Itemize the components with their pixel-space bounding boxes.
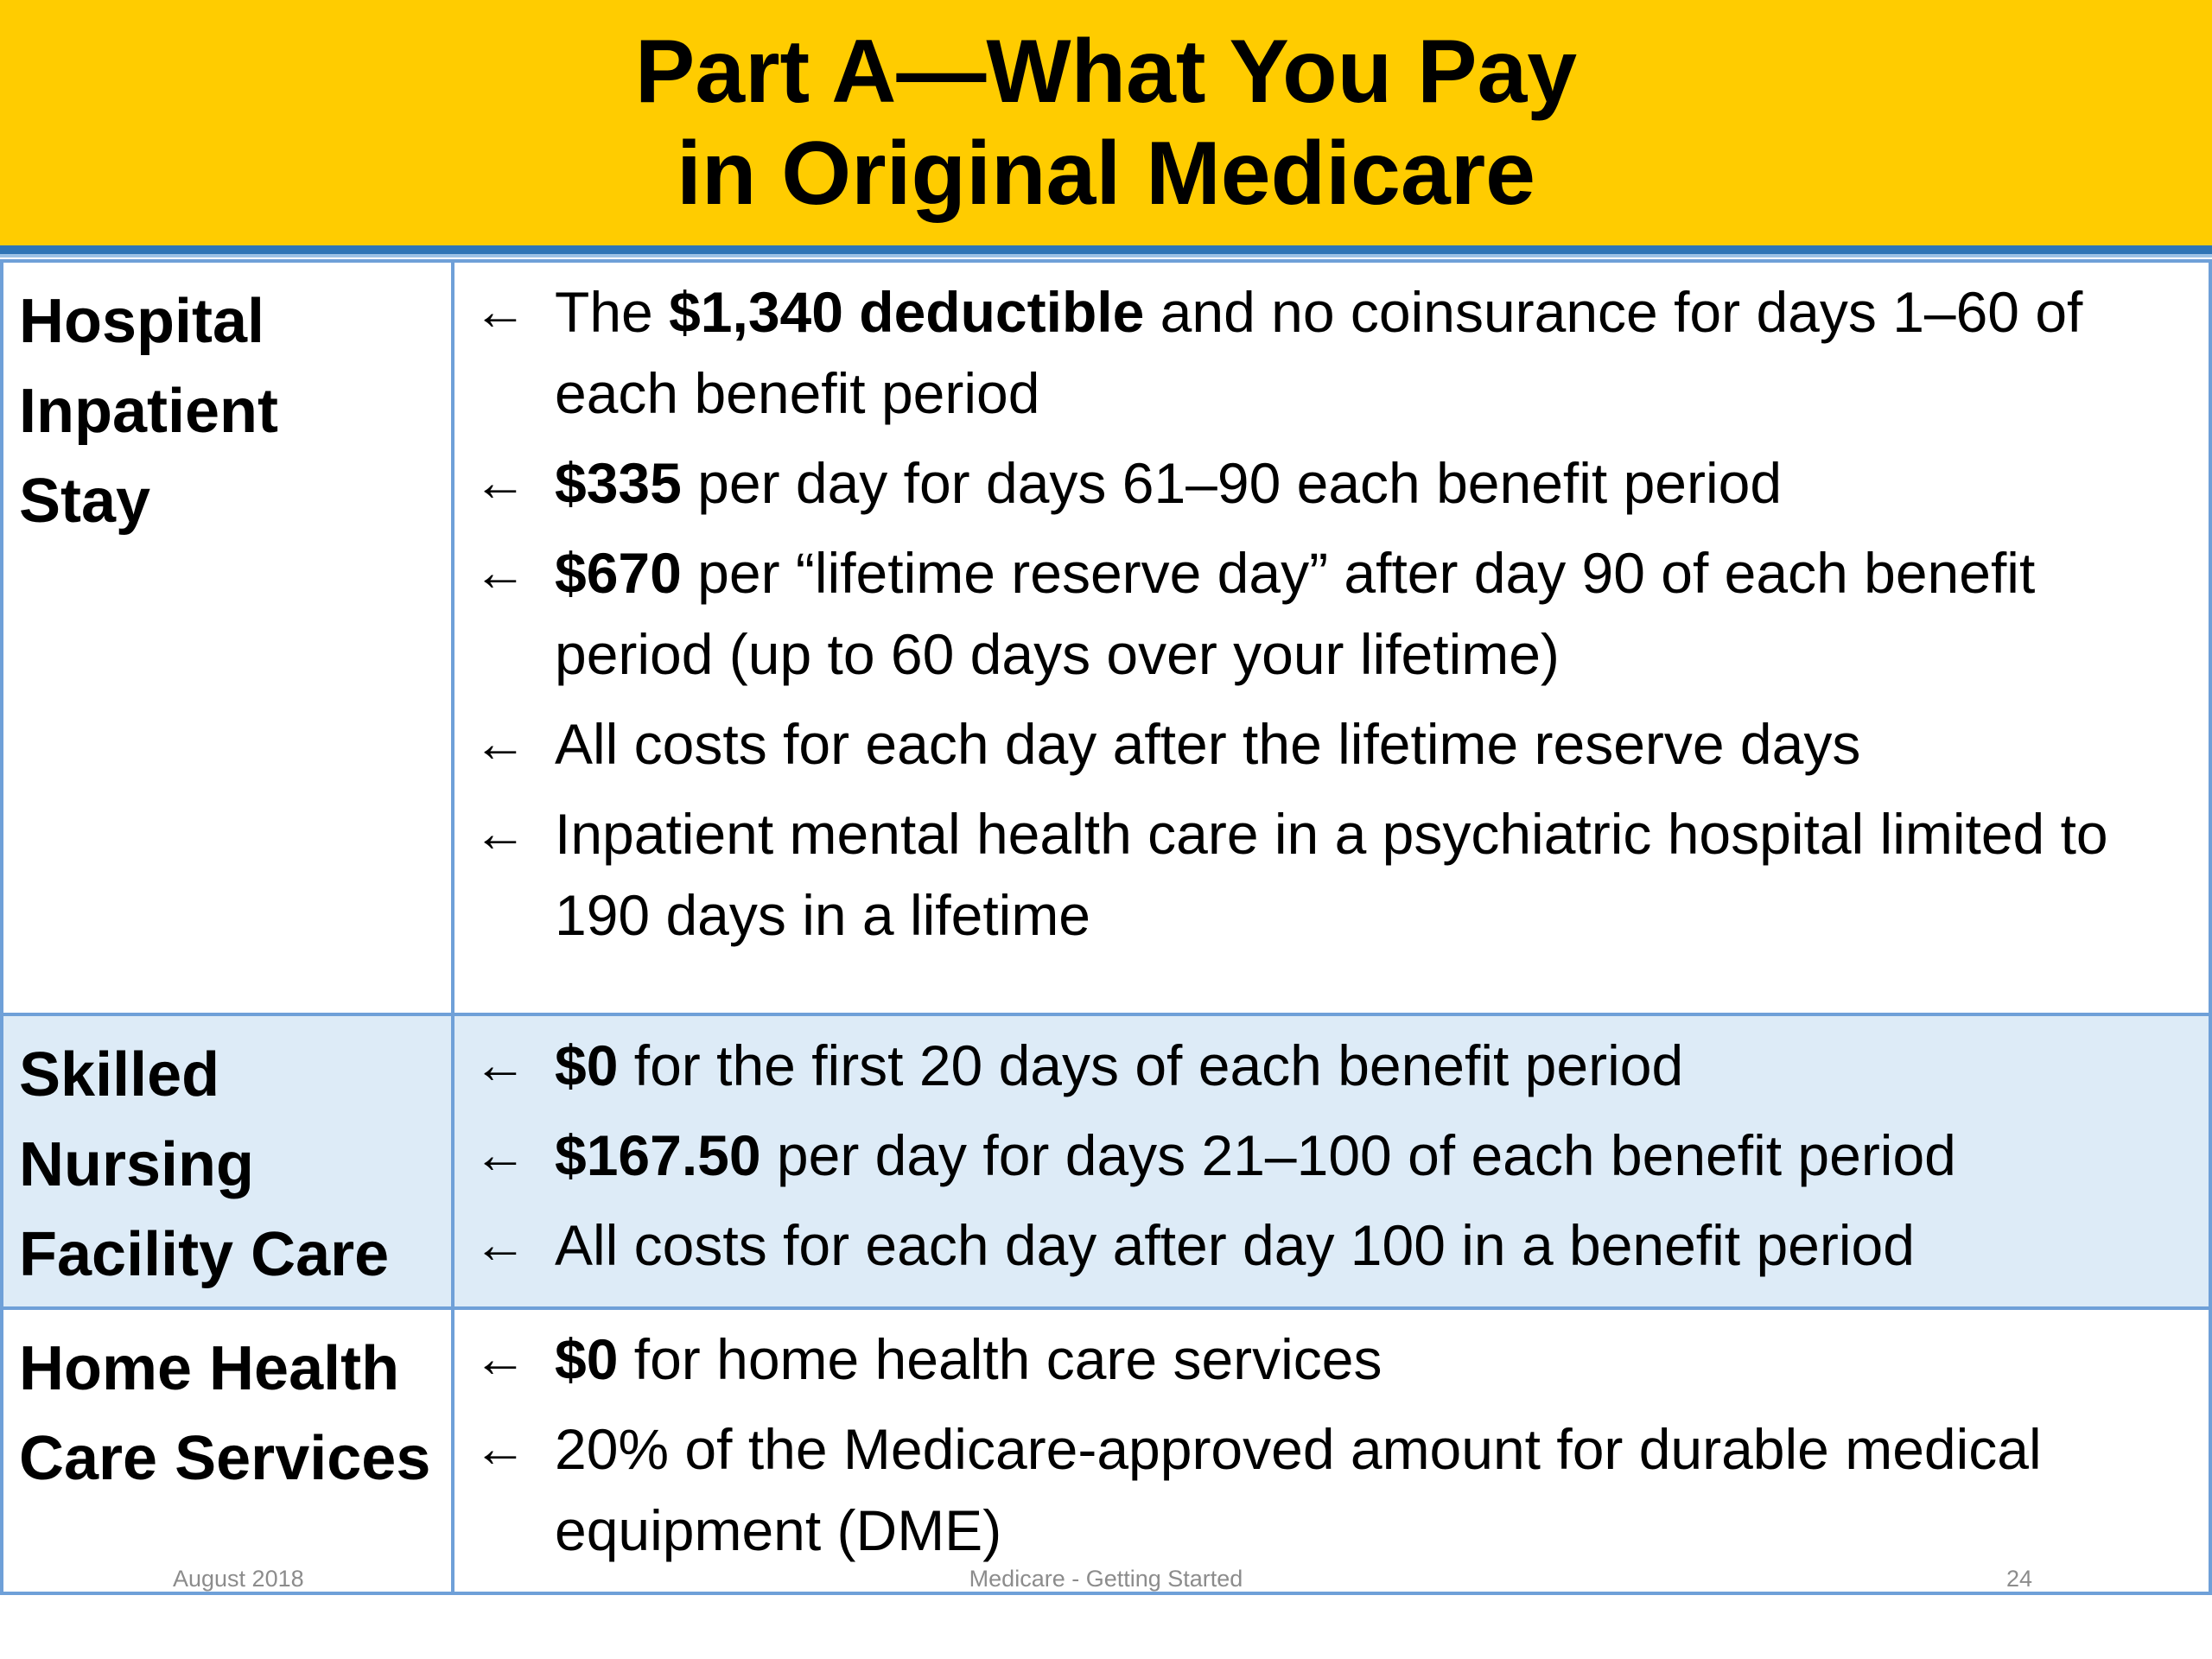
items-cell bbox=[453, 1014, 2210, 1308]
left-arrow-icon: ← bbox=[474, 1125, 527, 1185]
page-number: 24 bbox=[2006, 1566, 2033, 1592]
item-text: $0 for the first 20 days of each benefit period bbox=[555, 1033, 1684, 1097]
left-arrow-icon: ← bbox=[474, 543, 527, 602]
item-text: The $1,340 deductible and no coinsurance for days 1–60 of each benefit period bbox=[555, 280, 2083, 425]
left-arrow-icon: ← bbox=[474, 1215, 527, 1274]
item-text: All costs for each day after day 100 in a benefit period bbox=[555, 1213, 1915, 1277]
list-item bbox=[474, 1205, 2200, 1286]
table-row-skilled-nursing bbox=[2, 1014, 2210, 1308]
left-arrow-icon: ← bbox=[474, 1329, 527, 1389]
category-label-line: Stay bbox=[19, 467, 151, 536]
category-label-line: Home Health bbox=[19, 1334, 400, 1403]
footer-date: August 2018 bbox=[173, 1566, 304, 1592]
left-arrow-icon: ← bbox=[474, 1419, 527, 1478]
item-text: $0 for home health care services bbox=[555, 1327, 1382, 1391]
category-label-line: Facility Care bbox=[19, 1220, 390, 1289]
items-cell bbox=[453, 1308, 2210, 1593]
list-item bbox=[474, 793, 2200, 956]
left-arrow-icon: ← bbox=[474, 453, 527, 512]
table-row-home-health bbox=[2, 1308, 2210, 1593]
item-text: $167.50 per day for days 21–100 of each benefit period bbox=[555, 1123, 1956, 1187]
item-text: $335 per day for days 61–90 each benefit period bbox=[555, 451, 1783, 515]
title-bar bbox=[0, 0, 2212, 245]
left-arrow-icon: ← bbox=[474, 804, 527, 863]
category-cell bbox=[2, 1014, 453, 1308]
item-text: 20% of the Medicare-approved amount for durable medical equipment (DME) bbox=[555, 1417, 2042, 1562]
item-text: All costs for each day after the lifetime reserve days bbox=[555, 712, 1861, 776]
category-label-line: Skilled bbox=[19, 1040, 220, 1109]
title-divider-accent bbox=[0, 254, 2212, 257]
left-arrow-icon: ← bbox=[474, 1035, 527, 1095]
list-item bbox=[474, 1025, 2200, 1106]
category-label-line: Care Services bbox=[19, 1424, 431, 1493]
left-arrow-icon: ← bbox=[474, 714, 527, 773]
items-cell bbox=[453, 261, 2210, 1014]
left-arrow-icon: ← bbox=[474, 282, 527, 341]
category-label-line: Hospital bbox=[19, 287, 265, 356]
table-row-hospital-inpatient bbox=[2, 261, 2210, 1014]
category-label-line: Inpatient bbox=[19, 377, 278, 446]
list-item bbox=[474, 532, 2200, 695]
category-label-line: Nursing bbox=[19, 1130, 255, 1199]
list-item bbox=[474, 271, 2200, 434]
list-item bbox=[474, 1408, 2200, 1571]
footer-title: Medicare - Getting Started bbox=[969, 1566, 1243, 1592]
slide-title-line-1: Part A—What You Pay bbox=[634, 22, 1578, 122]
list-item bbox=[474, 703, 2200, 785]
slide-title-line-2: in Original Medicare bbox=[676, 124, 1536, 224]
item-text: Inpatient mental health care in a psychiatric hospital limited to 190 days in a lifetime bbox=[555, 802, 2108, 947]
title-divider bbox=[0, 245, 2212, 254]
list-item bbox=[474, 442, 2200, 524]
category-cell bbox=[2, 1308, 453, 1593]
list-item bbox=[474, 1115, 2200, 1196]
cost-table bbox=[0, 259, 2212, 1595]
item-text: $670 per “lifetime reserve day” after day 90 of each benefit period (up to 60 days over your lifetime) bbox=[555, 541, 2036, 686]
category-cell bbox=[2, 261, 453, 1014]
list-item bbox=[474, 1319, 2200, 1400]
